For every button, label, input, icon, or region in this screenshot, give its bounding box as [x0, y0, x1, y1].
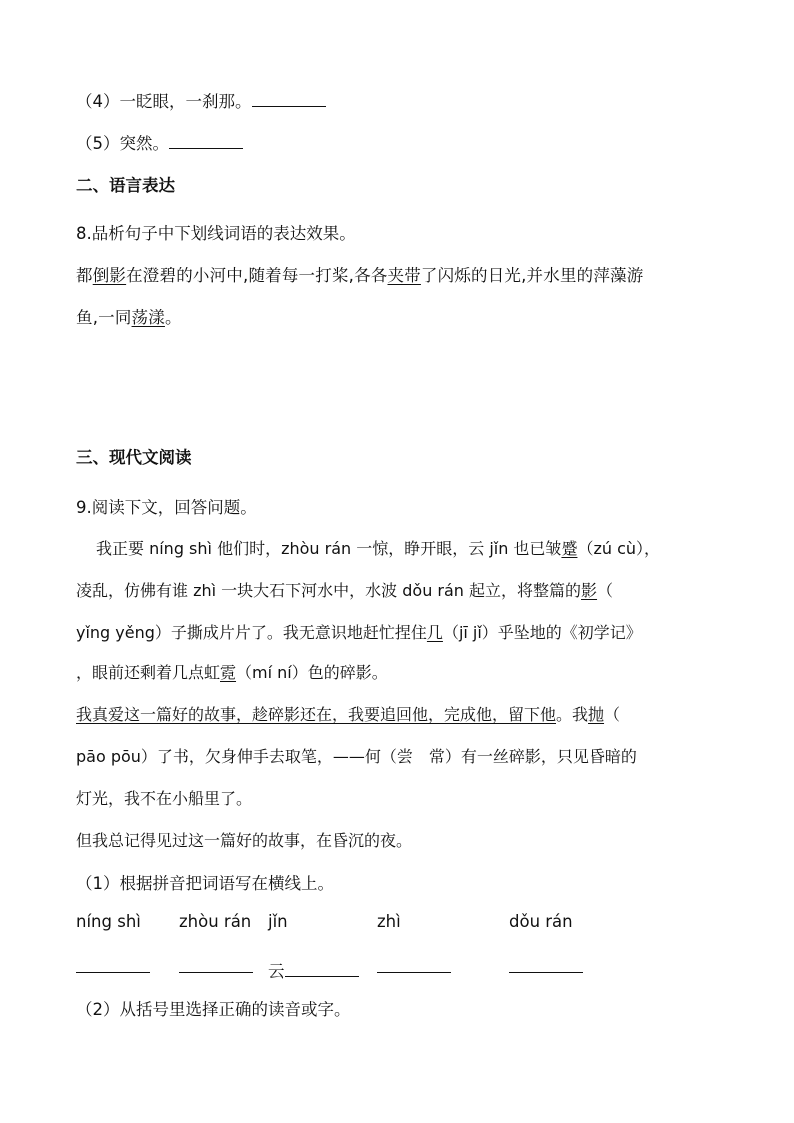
answer-blank[interactable] [179, 958, 253, 973]
q8-sentence-line-2 [76, 304, 182, 328]
q9-para2-line-1 [76, 702, 620, 725]
answer-blank[interactable] [285, 962, 359, 977]
q8-sentence-line-1 [76, 262, 643, 286]
q8-underlined-word: 荡漾 [131, 308, 165, 327]
q9-text: 我正要 níng shì 他们时，zhòu rán 一惊，睁开眼，云 jǐn 也已皱 [96, 539, 562, 558]
answer-blank[interactable] [76, 958, 150, 973]
q9-prompt: 9.阅读下文，回答问题。 [76, 498, 257, 517]
pinyin-label-4: zhì [377, 912, 401, 931]
q9-text: （zú cù）， [577, 539, 661, 558]
q8-text: 。 [164, 308, 182, 327]
pinyin-label-2: zhòu rán [179, 912, 252, 931]
q9-underlined-char: 蹙 [561, 539, 578, 558]
q9-text: 凌乱，仿佛有谁 zhì 一块大石下河水中，水波 dǒu rán 起立，将整篇的 [76, 581, 582, 600]
q9-text: （ [604, 705, 621, 724]
q7-item-5 [76, 130, 243, 154]
q8-text: 了闪烁的日光,并水里的萍藻游 [420, 266, 644, 285]
pinyin-label-1: níng shì [76, 912, 141, 931]
q9-para1-line-4 [76, 660, 388, 683]
q9-text: 。我 [556, 705, 589, 724]
q8-text: 都 [76, 266, 93, 285]
pinyin-label-3: jǐn [268, 912, 288, 931]
answer-blank[interactable] [252, 92, 326, 107]
answer-blank[interactable] [377, 958, 451, 973]
q9-para1-line-1 [96, 536, 660, 559]
q9-underlined-char: 霓 [220, 663, 237, 682]
q8-prompt: 8.品析句子中下划线词语的表达效果。 [76, 224, 356, 243]
q7-item-4-text: （4）一眨眼，一刹那。 [76, 92, 252, 111]
q9-para2-line-2: pāo pōu）了书，欠身伸手去取笔，——何（尝 常）有一丝碎影，只见昏暗的 [76, 747, 637, 766]
answer-row-4 [377, 958, 451, 977]
answer-blank[interactable] [509, 958, 583, 973]
q9-text: （jī jǐ）乎坠地的《初学记》 [442, 623, 642, 642]
q9-underlined-char: 影 [581, 581, 598, 600]
answer-prefix: 云 [268, 962, 285, 981]
q9-underlined-sentence: 我真爱这一篇好的故事，趁碎影还在，我要追回他，完成他，留下他 [76, 705, 557, 724]
answer-row-1 [76, 958, 150, 977]
section-2-heading: 二、语言表达 [76, 176, 175, 195]
q9-underlined-char: 几 [426, 623, 443, 642]
q8-underlined-word: 倒影 [92, 266, 127, 285]
section-3-heading: 三、现代文阅读 [76, 448, 192, 467]
q9-underlined-char: 抛 [588, 705, 605, 724]
q9-para2-line-3: 灯光，我不在小船里了。 [76, 789, 253, 808]
answer-row-5 [509, 958, 583, 977]
q8-underlined-word: 夹带 [387, 266, 421, 285]
q9-text: yǐng yěng）子撕成片片了。我无意识地赶忙捏住 [76, 623, 427, 642]
q9-para3: 但我总记得见过这一篇好的故事，在昏沉的夜。 [76, 831, 413, 850]
answer-blank[interactable] [169, 134, 243, 149]
q9-para1-line-2 [76, 578, 613, 601]
answer-row-2 [179, 958, 253, 977]
pinyin-label-5: dǒu rán [509, 912, 573, 931]
q7-item-4 [76, 88, 326, 112]
q9-text: （ [597, 581, 614, 600]
q9-para1-line-3 [76, 620, 642, 643]
q9-sub2-prompt: （2）从括号里选择正确的读音或字。 [76, 1000, 351, 1019]
q8-text: 在澄碧的小河中,随着每一打桨,各各 [126, 266, 388, 285]
q9-text: （mí ní）色的碎影。 [236, 663, 388, 682]
q9-text: ，眼前还剩着几点虹 [76, 663, 221, 682]
q9-sub1-prompt: （1）根据拼音把词语写在横线上。 [76, 874, 334, 893]
answer-row-3 [268, 958, 359, 982]
q8-text: 鱼,一同 [76, 308, 132, 327]
q7-item-5-text: （5）突然。 [76, 134, 169, 153]
